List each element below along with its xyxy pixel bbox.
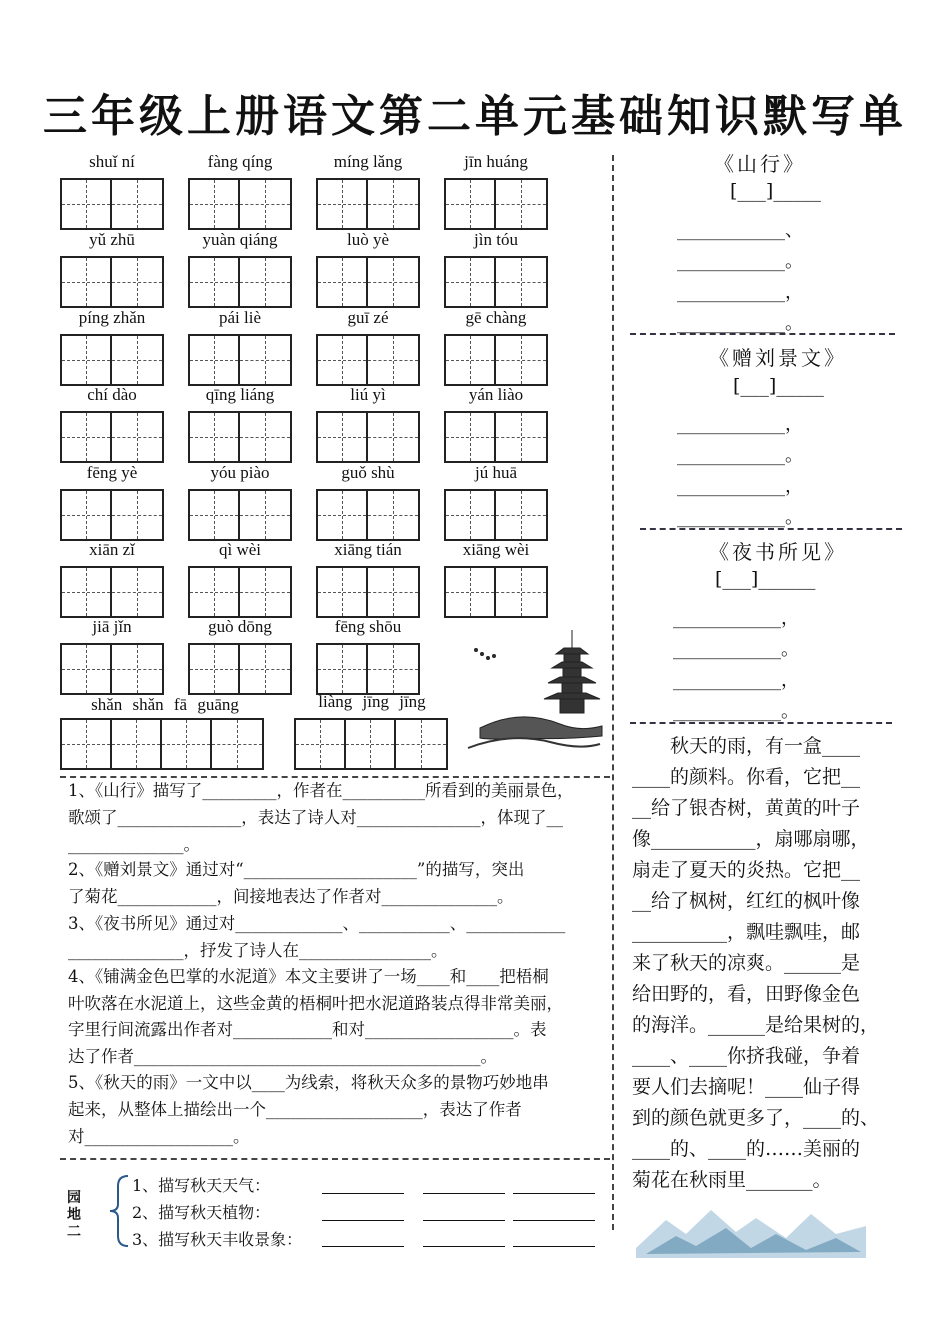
writing-cell[interactable] — [190, 645, 240, 693]
passage-line: ____、____你挤我碰，争着 — [632, 1045, 861, 1067]
writing-box[interactable] — [444, 489, 548, 541]
writing-box[interactable] — [188, 178, 292, 230]
pinyin-label: yán liào — [468, 385, 524, 404]
writing-box[interactable] — [294, 718, 448, 770]
writing-cell[interactable] — [446, 568, 496, 616]
pinyin-label: liàng jīng jīng — [318, 692, 426, 711]
answer-blank[interactable] — [513, 1246, 595, 1247]
writing-box[interactable] — [60, 489, 164, 541]
pinyin-label: qīng liáng — [205, 385, 275, 404]
passage-line: 到的颜色就更多了，____的、 — [632, 1107, 880, 1129]
pinyin-label: jú huā — [474, 463, 518, 482]
writing-cell[interactable] — [112, 336, 162, 384]
writing-cell[interactable] — [496, 180, 546, 228]
writing-cell[interactable] — [62, 568, 112, 616]
pagoda-illustration — [460, 628, 605, 758]
writing-cell[interactable] — [240, 258, 290, 306]
writing-cell[interactable] — [190, 336, 240, 384]
passage-line: 秋天的雨，有一盒____ — [632, 735, 861, 757]
pinyin-label: guǒ shù — [341, 463, 395, 482]
writing-cell[interactable] — [368, 180, 418, 228]
poem-line: ____________， — [677, 476, 803, 497]
writing-cell[interactable] — [318, 180, 368, 228]
pinyin-label: jīn huáng — [464, 152, 528, 171]
writing-cell[interactable] — [496, 258, 546, 306]
page-title: 三年级上册语文第二单元基础知识默写单 — [43, 91, 907, 142]
writing-cell[interactable] — [296, 720, 346, 768]
writing-cell[interactable] — [446, 336, 496, 384]
poem-line: ____________。 — [677, 445, 803, 466]
writing-cell[interactable] — [318, 413, 368, 461]
writing-cell[interactable] — [112, 645, 162, 693]
writing-cell[interactable] — [190, 258, 240, 306]
writing-cell[interactable] — [346, 720, 396, 768]
pinyin-label: píng zhǎn — [78, 308, 146, 327]
writing-cell[interactable] — [162, 720, 212, 768]
pinyin-label: yǔ zhū — [89, 230, 135, 249]
pinyin-label: liú yì — [350, 385, 386, 404]
poem-line: ____________、 — [677, 220, 803, 241]
pinyin-label: guī zé — [347, 308, 389, 327]
yuandi-item-weather: 1、描写秋天天气： — [132, 1176, 271, 1195]
poem-line: ____________。 — [673, 701, 799, 722]
question-line: 2、《赠刘景文》通过对“_____________________”的描写，突出 — [68, 860, 525, 879]
pinyin-label: fēng yè — [86, 463, 138, 482]
writing-cell[interactable] — [112, 568, 162, 616]
writing-box[interactable] — [188, 489, 292, 541]
mountain-illustration — [636, 1198, 866, 1258]
writing-box[interactable] — [444, 256, 548, 308]
poem-title-zengliujingwen: 《赠刘景文》 — [709, 346, 847, 370]
writing-cell[interactable] — [368, 645, 418, 693]
writing-box[interactable] — [316, 256, 420, 308]
writing-cell[interactable] — [368, 258, 418, 306]
writing-cell[interactable] — [62, 258, 112, 306]
writing-cell[interactable] — [190, 491, 240, 539]
writing-cell[interactable] — [240, 491, 290, 539]
pinyin-label: fēng shōu — [334, 617, 402, 636]
question-line: 4、《铺满金色巴掌的水泥道》本文主要讲了一场____和____把梧桐 — [68, 967, 549, 986]
writing-cell[interactable] — [240, 336, 290, 384]
yuandi-label: 园地二 — [67, 1190, 81, 1240]
writing-cell[interactable] — [446, 413, 496, 461]
question-line: 叶吹落在水泥道上，这些金黄的梧桐叶把水泥道路装点得非常美丽， — [68, 994, 563, 1013]
pinyin-label: qì wèi — [218, 540, 262, 559]
pinyin-label: jiā jǐn — [92, 617, 132, 636]
writing-cell[interactable] — [112, 258, 162, 306]
writing-cell[interactable] — [240, 568, 290, 616]
writing-cell[interactable] — [368, 568, 418, 616]
poem-line: ____________。 — [677, 313, 803, 334]
poem-line: ____________。 — [677, 507, 803, 528]
writing-box[interactable] — [60, 566, 164, 618]
passage-line: __________，飘哇飘哇，邮 — [632, 921, 861, 943]
pinyin-label: pái liè — [218, 308, 261, 327]
question-line: 5、《秋天的雨》一文中以____为线索，将秋天众多的景物巧妙地串 — [68, 1073, 549, 1092]
answer-blank[interactable] — [322, 1220, 404, 1221]
writing-cell[interactable] — [112, 180, 162, 228]
writing-box[interactable] — [316, 489, 420, 541]
writing-box[interactable] — [60, 334, 164, 386]
poem-title-yeshusuojian: 《夜书所见》 — [709, 540, 847, 564]
pinyin-label: guò dōng — [208, 617, 272, 636]
writing-cell[interactable] — [62, 413, 112, 461]
poem-author-yeshusuojian: [___]______ — [715, 568, 816, 590]
writing-cell[interactable] — [368, 491, 418, 539]
writing-cell[interactable] — [62, 645, 112, 693]
pinyin-label: gē chàng — [465, 308, 527, 327]
writing-box[interactable] — [60, 256, 164, 308]
question-line: 字里行间流露出作者对____________和对__________________。表 — [68, 1020, 547, 1039]
pinyin-label: yóu piào — [210, 463, 270, 482]
writing-cell[interactable] — [496, 413, 546, 461]
pinyin-label: fàng qíng — [207, 152, 273, 171]
writing-cell[interactable] — [318, 568, 368, 616]
writing-cell[interactable] — [62, 336, 112, 384]
passage-line: 要人们去摘呢！____仙子得 — [632, 1076, 861, 1098]
writing-cell[interactable] — [62, 491, 112, 539]
passage-line: ____的、____的……美丽的 — [632, 1138, 861, 1160]
writing-box[interactable] — [188, 334, 292, 386]
writing-cell[interactable] — [240, 180, 290, 228]
writing-cell[interactable] — [240, 645, 290, 693]
question-line: 了菊花____________，间接地表达了作者对______________。 — [68, 887, 514, 906]
passage-line: __给了银杏树，黄黄的叶子 — [632, 797, 861, 819]
passage-line: 给田野的，看，田野像金色 — [632, 983, 861, 1005]
poem-line: ____________， — [677, 414, 803, 435]
writing-cell[interactable] — [446, 180, 496, 228]
answer-blank[interactable] — [513, 1193, 595, 1194]
writing-cell[interactable] — [446, 258, 496, 306]
passage-line: 扇走了夏天的炎热。它把__ — [632, 859, 861, 881]
poem-author-zengliujingwen: [___]_____ — [733, 375, 824, 397]
yuandi-brace — [108, 1172, 130, 1250]
poem-author-shanxing: [___]_____ — [730, 180, 821, 202]
question-line: ______________。 — [68, 835, 200, 854]
writing-box[interactable] — [316, 178, 420, 230]
answer-blank[interactable] — [423, 1220, 505, 1221]
writing-cell[interactable] — [190, 180, 240, 228]
question-line: 3、《夜书所见》通过对_____________、___________、____________ — [68, 914, 566, 933]
passage-line: 的海洋。______是给果树的， — [632, 1014, 880, 1036]
writing-cell[interactable] — [112, 413, 162, 461]
writing-box[interactable] — [444, 178, 548, 230]
question-line: ______________，抒发了诗人在________________。 — [68, 941, 448, 960]
passage-line: 菊花在秋雨里_______。 — [632, 1169, 832, 1191]
writing-cell[interactable] — [496, 491, 546, 539]
pinyin-label: chí dào — [87, 385, 137, 404]
question-line: 达了作者__________________________________________。 — [68, 1047, 497, 1066]
pinyin-label: shǎn shǎn fā guāng — [91, 695, 239, 714]
answer-blank[interactable] — [423, 1246, 505, 1247]
writing-cell[interactable] — [368, 413, 418, 461]
writing-box[interactable] — [188, 566, 292, 618]
answer-blank[interactable] — [322, 1246, 404, 1247]
writing-cell[interactable] — [318, 645, 368, 693]
writing-cell[interactable] — [368, 336, 418, 384]
pinyin-label: míng lǎng — [333, 152, 403, 171]
writing-cell[interactable] — [62, 180, 112, 228]
writing-box[interactable] — [316, 643, 420, 695]
writing-cell[interactable] — [396, 720, 446, 768]
writing-cell[interactable] — [318, 258, 368, 306]
writing-cell[interactable] — [496, 336, 546, 384]
writing-box[interactable] — [444, 334, 548, 386]
writing-box[interactable] — [188, 411, 292, 463]
passage-line: 像___________，扇哪扇哪， — [632, 828, 870, 850]
passage-line: ____的颜料。你看，它把__ — [632, 766, 861, 788]
poem-line: ____________， — [673, 608, 799, 629]
answer-blank[interactable] — [423, 1193, 505, 1194]
question-line: 歌颂了_______________，表达了诗人对_______________，体现了__ — [68, 808, 563, 827]
answer-blank[interactable] — [513, 1220, 595, 1221]
yuandi-divider — [60, 1158, 610, 1160]
vertical-divider — [612, 155, 614, 1230]
pinyin-label: xiāng tián — [334, 540, 402, 559]
writing-cell[interactable] — [496, 568, 546, 616]
poem-title-shanxing: 《山行》 — [714, 152, 806, 176]
writing-box[interactable] — [444, 566, 548, 618]
writing-box[interactable] — [188, 256, 292, 308]
pinyin-label: luò yè — [346, 230, 390, 249]
writing-box[interactable] — [60, 178, 164, 230]
yuandi-item-harvest: 3、描写秋天丰收景象： — [132, 1230, 303, 1249]
pinyin-label: xiān zǐ — [89, 540, 135, 559]
writing-cell[interactable] — [190, 568, 240, 616]
answer-blank[interactable] — [322, 1193, 404, 1194]
writing-box[interactable] — [444, 411, 548, 463]
pinyin-label: jìn tóu — [474, 230, 518, 249]
passage-line: __给了枫树，红红的枫叶像 — [632, 890, 861, 912]
writing-box[interactable] — [60, 643, 164, 695]
writing-cell[interactable] — [446, 491, 496, 539]
writing-box[interactable] — [316, 566, 420, 618]
poem-line: ____________， — [673, 670, 799, 691]
pinyin-label: yuàn qiáng — [202, 230, 278, 249]
poem-line: ____________。 — [673, 639, 799, 660]
question-line: 对__________________。 — [68, 1127, 250, 1146]
writing-cell[interactable] — [112, 491, 162, 539]
writing-box[interactable] — [60, 718, 264, 770]
writing-cell[interactable] — [212, 720, 262, 768]
passage-line: 来了秋天的凉爽。______是 — [632, 952, 861, 974]
writing-cell[interactable] — [190, 413, 240, 461]
writing-box[interactable] — [316, 334, 420, 386]
yuandi-item-plants: 2、描写秋天植物： — [132, 1203, 271, 1222]
writing-cell[interactable] — [240, 413, 290, 461]
writing-cell[interactable] — [112, 720, 162, 768]
writing-cell[interactable] — [62, 720, 112, 768]
question-line: 1、《山行》描写了_________，作者在__________所看到的美丽景色， — [68, 781, 574, 800]
question-line: 起来，从整体上描绘出一个___________________，表达了作者 — [68, 1100, 522, 1119]
poem-line: ____________。 — [677, 251, 803, 272]
pinyin-label: shuǐ ní — [89, 152, 135, 171]
writing-box[interactable] — [316, 411, 420, 463]
writing-box[interactable] — [60, 411, 164, 463]
writing-cell[interactable] — [318, 336, 368, 384]
poem-line: ____________， — [677, 282, 803, 303]
pinyin-label: xiāng wèi — [462, 540, 530, 559]
writing-cell[interactable] — [318, 491, 368, 539]
writing-box[interactable] — [188, 643, 292, 695]
